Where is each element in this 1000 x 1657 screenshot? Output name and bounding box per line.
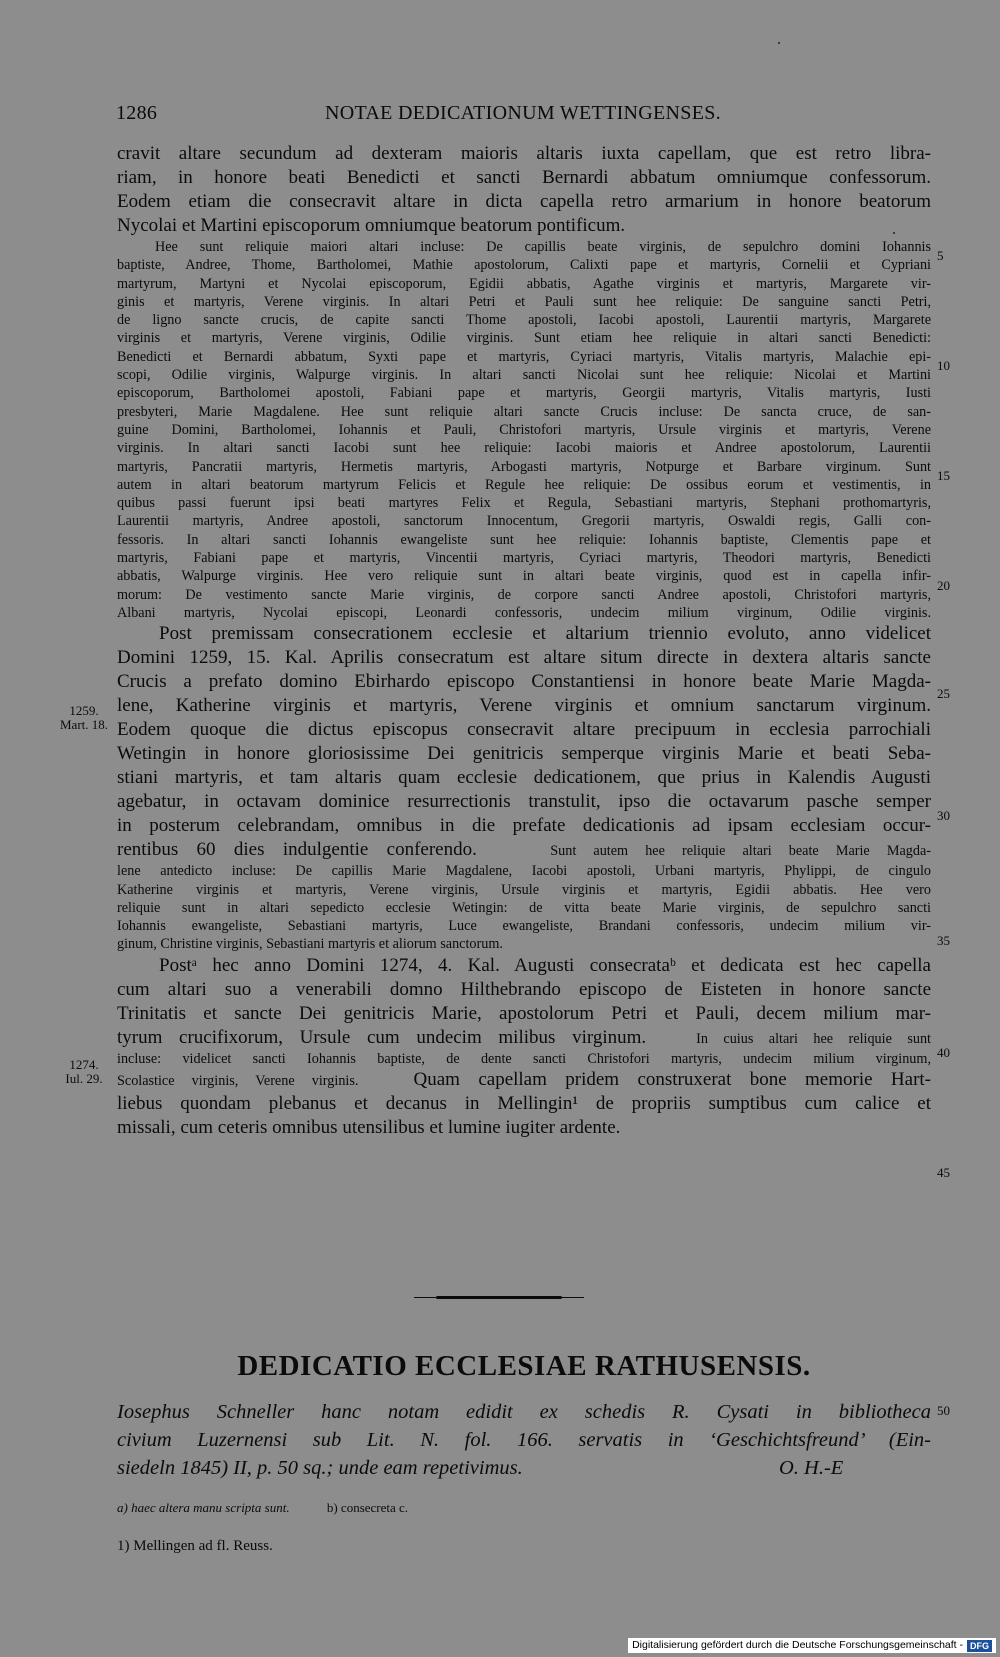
relics-line: scopi, Odilie virginis, Walpurge virginis. In altari sancti Nicolai sunt hee reliquie: Nicolai et Martini <box>117 367 931 384</box>
line-number: 20 <box>937 578 950 593</box>
relics-line: Benedicti et Bernardi abbatum, Syxti pape et martyris, Cyriaci martyris, Vitalis martyris, Malachie epi- <box>117 348 931 365</box>
margin-date-year: 1274. <box>69 1057 99 1072</box>
relics-segment: Sunt autem hee reliquie altari beate Marie Magda- <box>550 843 931 860</box>
relics-line: morum: De vestimento sancte Marie virginis, de corpore sancti Andree apostoli, Christofori martyris, <box>117 586 931 603</box>
line-number: 30 <box>937 808 950 823</box>
line-number: 50 <box>937 1403 950 1418</box>
relics-line: abbatis, Walpurge virginis. Hee vero reliquie sunt in altari beate virginis, quod est in capella infir- <box>117 568 931 585</box>
text-line: cravit altare secundum ad dexteram maioris altaris iuxta capellam, que est retro libra- <box>117 143 931 164</box>
relics-line: presbyteri, Marie Magdalene. Hee sunt reliquie altari sancte Crucis incluse: De sancta cruce, de san- <box>117 403 931 420</box>
text-segment: tyrum crucifixorum, Ursule cum undecim milibus virginum. <box>117 1026 647 1048</box>
credit-text: Digitalisierung gefördert durch die Deutsche Forschungsgemeinschaft - <box>632 1639 963 1651</box>
relics-line: Katherine virginis et martyris, Verene virginis, Ursule virginis et martyris, Egidii abbatis. Hee vero <box>117 881 931 898</box>
relics-line: quibus passi fuerunt ipsi beati martyres Felix et Regula, Sebastiani martyris, Stephani prothomartyris, <box>117 495 931 512</box>
relics-line: ginis et martyris, Verene virginis. In altari Petri et Pauli sunt hee reliquie: De sanguine sancti Petri, <box>117 293 931 310</box>
text-line: stiani martyris, et tam altaris quam ecclesie dedicationem, que prius in Kalendis Augusti <box>117 767 931 789</box>
relics-line: Laurentii martyris, Andree apostoli, sanctorum Innocentum, Gregorii martyris, Oswaldi regis, Galli con- <box>117 513 931 530</box>
relics-line: lene antedicto incluse: De capillis Marie Magdalene, Iacobi apostoli, Urbani martyris, Phylippi, de cingulo <box>117 863 931 880</box>
intro-line: Iosephus Schneller hanc notam edidit ex schedis R. Cysati in bibliotheca <box>117 1401 931 1423</box>
line-number: 25 <box>937 686 950 701</box>
line-number: 15 <box>937 468 950 483</box>
relics-line: Hee sunt reliquie maiori altari incluse: De capillis beate virginis, de sepulchro domini Iohannis <box>155 239 931 255</box>
relics-line: incluse: videlicet sancti Iohannis baptiste, de dente sancti Christofori martyris, undecim milium virginum, <box>117 1050 931 1067</box>
text-line: riam, in honore beati Benedicti et sancti Bernardi abbatum omniumque confessorum. <box>117 167 931 188</box>
relics-line: guine Domini, Bartholomei, Iohannis et Pauli, Christofori martyris, Ursule virginis et martyris, Verene <box>117 421 931 438</box>
relics-segment: Scolastice virginis, Verene virginis. <box>117 1073 359 1090</box>
text-line: liebus quondam plebanus et decanus in Mellingin¹ de propriis sumptibus cum calice et <box>117 1093 931 1115</box>
main-text <box>117 142 931 1140</box>
line-number: 45 <box>937 1165 950 1180</box>
text-line-mixed <box>117 838 931 862</box>
text-line: cum altari suo a venerabili domno Hilthebrando episcopo de Eisteten in honore sancte <box>117 978 931 1000</box>
relics-line: reliquie sunt in altari sepedicto ecclesie Wetingin: de vitta beate Marie virginis, de sepulchro sancti <box>117 899 931 916</box>
text-line: Nycolai et Martini episcoporum omniumque beatorum pontificum. <box>117 215 626 236</box>
relics-line: virginis et martyris, Verene virginis, Odilie virginis. Sunt etiam hee reliquie in altari sancti Benedicti: <box>117 330 931 347</box>
margin-date-day: Iul. 29. <box>65 1071 103 1086</box>
relics-line: ginum, Christine virginis, Sebastiani martyris et aliorum sanctorum. <box>117 936 503 953</box>
text-segment: rentibus 60 dies indulgentie conferendo. <box>117 839 477 861</box>
text-line: in posterum celebrandam, omnibus in die prefate dedicationis ad ipsam ecclesiam occur- <box>117 815 931 837</box>
intro-note <box>117 1398 931 1482</box>
relics-line: Iohannis ewangeliste, Sebastiani martyris, Luce ewangeliste, Brandani confessoris, undecim milium vir- <box>117 918 931 935</box>
relics-line: martyris, Fabiani pape et martyris, Vincentii martyris, Cyriaci martyris, Theodori martyris, Benedicti <box>117 550 931 567</box>
relics-line: baptiste, Andree, Thome, Bartholomei, Mathie apostolorum, Calixti pape et martyris, Cornelii et Cypriani <box>117 257 931 274</box>
relics-line: Albani martyris, Nycolai episcopi, Leonardi confessoris, undecim milium virginum, Odilie virginis. <box>117 604 931 621</box>
apparatus-note: a) haec altera manu scripta sunt. <box>117 1500 290 1515</box>
text-line: Domini 1259, 15. Kal. Aprilis consecratum est altare situm directe in dextera altaris sancte <box>117 647 931 669</box>
relics-line: virginis. In altari sancti Iacobi sunt hee reliquie: Iacobi maioris et Andree apostolorum, Laurentii <box>117 440 931 457</box>
margin-date-day: Mart. 18. <box>59 717 109 732</box>
text-line: lene, Katherine virginis et martyris, Verene virginis et omnium sanctarum virginum. <box>117 695 931 717</box>
relics-segment: In cuius altari hee reliquie sunt <box>696 1030 931 1047</box>
relics-line: autem in altari beatorum martyrum Felicis et Regule hee reliquie: De ossibus eorum et vestimentis, in <box>117 476 931 493</box>
editor-initials: O. H.-E <box>779 1457 844 1479</box>
relics-line: de ligno sancte crucis, de capite sancti Thome apostoli, Iacobi apostoli, Laurentii martyris, Margarete <box>117 312 931 329</box>
running-title: NOTAE DEDICATIONUM WETTINGENSES. <box>325 102 721 124</box>
apparatus-note: b) consecreta c. <box>326 1500 409 1515</box>
intro-line: civium Luzernensi sub Lit. N. fol. 166. servatis in ‘Geschichtsfreund’ (Ein- <box>117 1429 931 1451</box>
text-line: Post premissam consecrationem ecclesie et altarium triennio evoluto, anno videlicet <box>159 623 931 645</box>
text-line: Wetingin in honore gloriosissime Dei genitricis semperque virginis Marie et beati Seba- <box>117 743 931 765</box>
line-number: 5 <box>937 248 944 263</box>
text-line: Trinitatis et sancte Dei genitricis Marie, apostolorum Petri et Pauli, decem milium mar- <box>117 1002 931 1024</box>
digitization-credit <box>628 1638 996 1653</box>
dfg-logo-icon: DFG <box>967 1640 992 1652</box>
margin-date-year: 1259. <box>69 703 99 718</box>
section-title: DEDICATIO ECCLESIAE RATHUSENSIS. <box>237 1350 811 1382</box>
text-segment: Quam capellam pridem construxerat bone memorie Hart- <box>413 1069 931 1091</box>
intro-line: siedeln 1845) II, p. 50 sq.; unde eam repetivimus. <box>117 1457 523 1479</box>
margin-date <box>56 1058 112 1086</box>
relics-line: martyrum, Martyni et Nycolai episcoporum, Egidii abbatis, Agathe virginis et martyris, Margarete vir- <box>117 275 931 292</box>
critical-apparatus <box>117 1500 442 1516</box>
text-line-mixed <box>117 1026 931 1050</box>
relics-line: fessoris. In altari sancti Iohannis ewangeliste sunt hee reliquie: Iohannis baptiste, Clementis pape et <box>117 531 931 548</box>
text-line-mixed <box>117 1068 931 1092</box>
text-line: Eodem etiam die consecravit altare in dicta capella retro armarium in honore beatorum <box>117 191 931 212</box>
line-number: 10 <box>937 358 950 373</box>
text-line: Crucis a prefato domino Ebirhardo episcopo Constantiensi in honore beate Marie Magda- <box>117 671 931 693</box>
page-number: 1286 <box>116 102 158 124</box>
text-line: Postᵃ hec anno Domini 1274, 4. Kal. Augusti consecrataᵇ et dedicata est hec capella <box>159 954 931 976</box>
text-line: missali, cum ceteris omnibus utensilibus et lumine iugiter ardente. <box>117 1117 621 1139</box>
page-header <box>116 102 930 132</box>
text-line: Eodem quoque die dictus episcopus consecravit altare precipuum in ecclesia parrochiali <box>117 719 931 741</box>
footnote: 1) Mellingen ad fl. Reuss. <box>117 1538 273 1554</box>
line-number: 40 <box>937 1045 950 1060</box>
section-divider <box>436 1296 562 1299</box>
line-number: 35 <box>937 933 950 948</box>
relics-line: episcoporum, Bartholomei apostoli, Fabiani pape et martyris, Georgii martyris, Vitalis martyris, Iusti <box>117 385 931 402</box>
margin-date <box>56 704 112 732</box>
relics-line: martyris, Pancratii martyris, Hermetis martyris, Arbogasti martyris, Notpurge et Barbare virginum. Sunt <box>117 458 931 475</box>
text-line: agebatur, in octavam dominice resurrectionis transtulit, ipso die octavarum pasche semper <box>117 791 931 813</box>
